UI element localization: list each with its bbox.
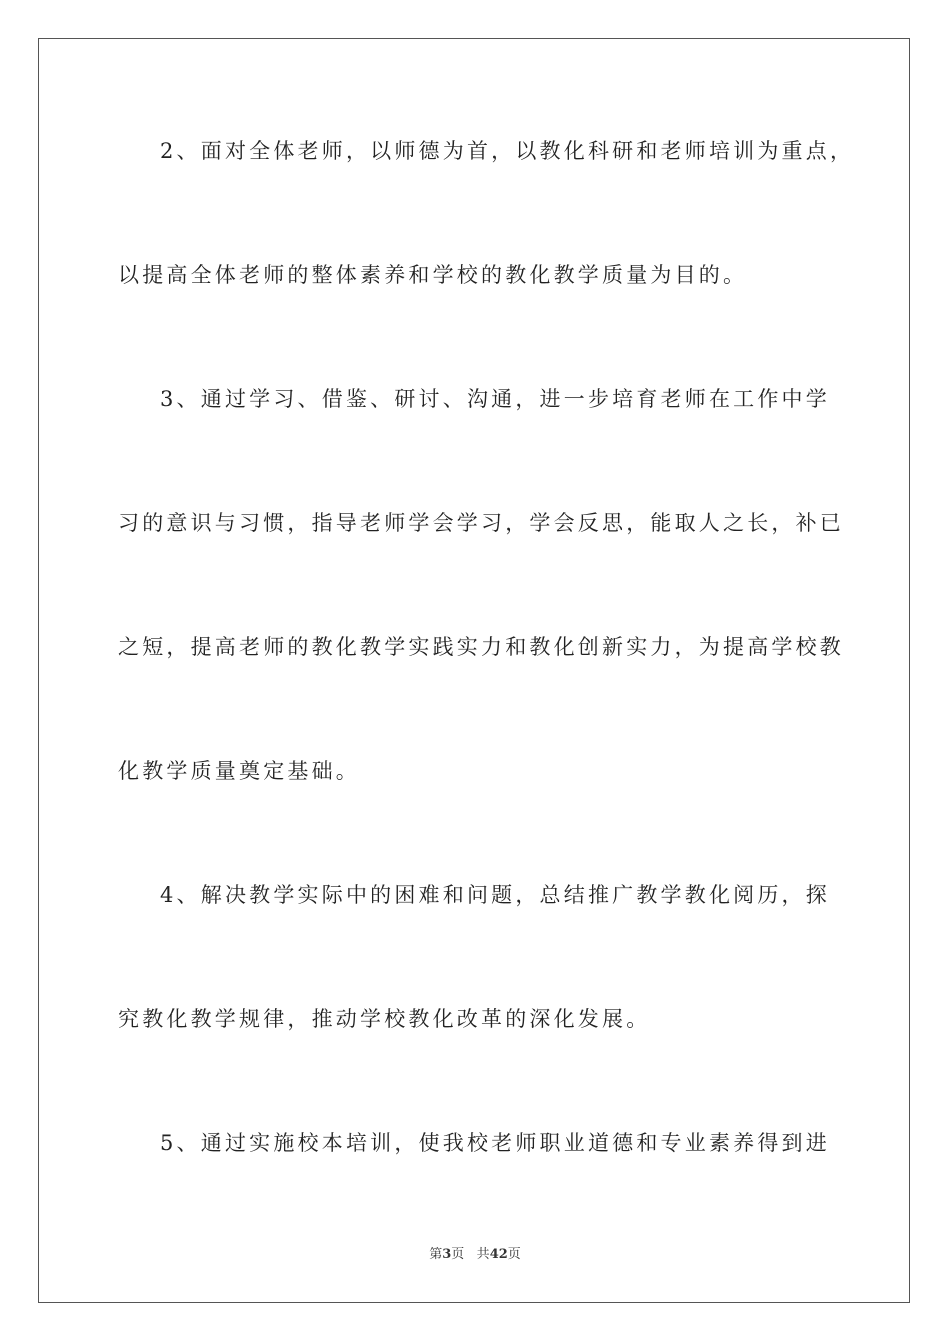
- paragraph-line: 3、通过学习、借鉴、研讨、沟通，进一步培育老师在工作中学: [160, 387, 830, 411]
- total-prefix: 共: [476, 1247, 490, 1262]
- page-number: 3: [442, 1247, 452, 1262]
- page-suffix: 页: [451, 1247, 465, 1262]
- paragraph-line: 习的意识与习惯，指导老师学会学习，学会反思，能取人之长，补已: [118, 511, 844, 535]
- paragraph-line: 5、通过实施校本培训，使我校老师职业道德和专业素养得到进: [160, 1131, 830, 1155]
- total-pages: 42: [489, 1247, 508, 1262]
- paragraph-line: 化教学质量奠定基础。: [118, 759, 360, 783]
- page-border: [38, 38, 910, 1303]
- total-suffix: 页: [507, 1247, 521, 1262]
- paragraph-line: 之短，提高老师的教化教学实践实力和教化创新实力，为提高学校教: [118, 635, 844, 659]
- paragraph-line: 究教化教学规律，推动学校教化改革的深化发展。: [118, 1007, 651, 1031]
- page-prefix: 第: [429, 1247, 443, 1262]
- page-footer: [0, 1246, 950, 1264]
- paragraph-line: 2、面对全体老师，以师德为首，以教化科研和老师培训为重点，: [160, 139, 855, 163]
- paragraph-line: 以提高全体老师的整体素养和学校的教化教学质量为目的。: [118, 263, 748, 287]
- paragraph-line: 4、解决教学实际中的困难和问题，总结推广教学教化阅历，探: [160, 883, 830, 907]
